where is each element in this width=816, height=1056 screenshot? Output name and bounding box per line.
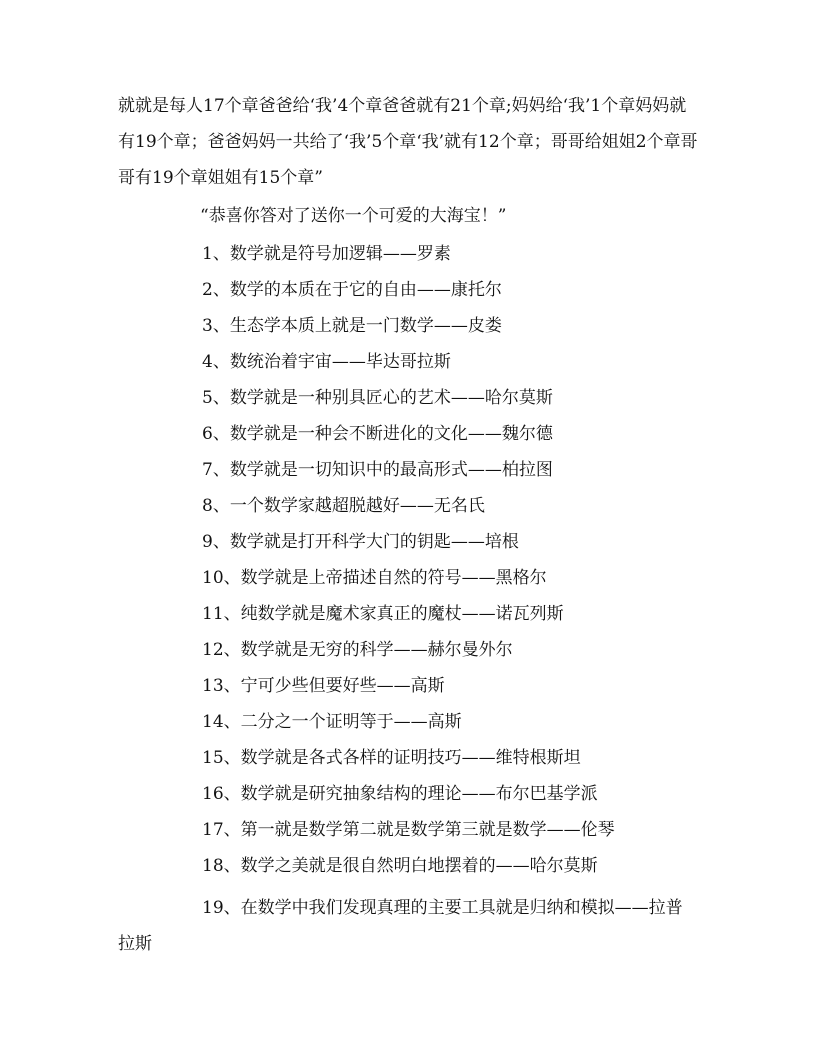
list-item: 7、数学就是一切知识中的最高形式——柏拉图 xyxy=(202,460,553,480)
list-item: 18、数学之美就是很自然明白地摆着的——哈尔莫斯 xyxy=(202,856,598,876)
list-item: 2、数学的本质在于它的自由——康托尔 xyxy=(202,280,502,300)
congrats-line: “恭喜你答对了送你一个可爱的大海宝！” xyxy=(200,206,507,226)
list-item: 10、数学就是上帝描述自然的符号——黑格尔 xyxy=(202,568,547,588)
list-item: 6、数学就是一种会不断进化的文化——魏尔德 xyxy=(202,424,553,444)
list-item: 16、数学就是研究抽象结构的理论——布尔巴基学派 xyxy=(202,784,598,804)
list-item: 1、数学就是符号加逻辑——罗素 xyxy=(202,244,451,264)
list-item: 12、数学就是无穷的科学——赫尔曼外尔 xyxy=(202,640,513,660)
list-item: 9、数学就是打开科学大门的钥匙——培根 xyxy=(202,532,519,552)
list-item: 15、数学就是各式各样的证明技巧——维特根斯坦 xyxy=(202,748,581,768)
list-item: 13、宁可少些但要好些——高斯 xyxy=(202,676,445,696)
list-item: 17、第一就是数学第二就是数学第三就是数学——伦琴 xyxy=(202,820,615,840)
list-item: 4、数统治着宇宙——毕达哥拉斯 xyxy=(202,352,451,372)
list-item: 5、数学就是一种别具匠心的艺术——哈尔莫斯 xyxy=(202,388,553,408)
list-item: 11、纯数学就是魔术家真正的魔杖——诺瓦列斯 xyxy=(202,604,564,624)
last-quote-paragraph: 19、在数学中我们发现真理的主要工具就是归纳和模拟——拉普拉斯 xyxy=(118,898,683,954)
list-item: 8、一个数学家越超脱越好——无名氏 xyxy=(202,496,485,516)
intro-paragraph: 就就是每人17个章爸爸给‘我’4个章爸爸就有21个章;妈妈给‘我’1个章妈妈就有19个章；爸爸妈妈一共给了‘我’5个章‘我’就有12个章；哥哥给姐姐2个章哥哥有19个章姐姐有15个章” xyxy=(118,96,698,188)
quote-list xyxy=(202,236,615,884)
list-item: 3、生态学本质上就是一门数学——皮娄 xyxy=(202,316,502,336)
list-item: 14、二分之一个证明等于——高斯 xyxy=(202,712,462,732)
